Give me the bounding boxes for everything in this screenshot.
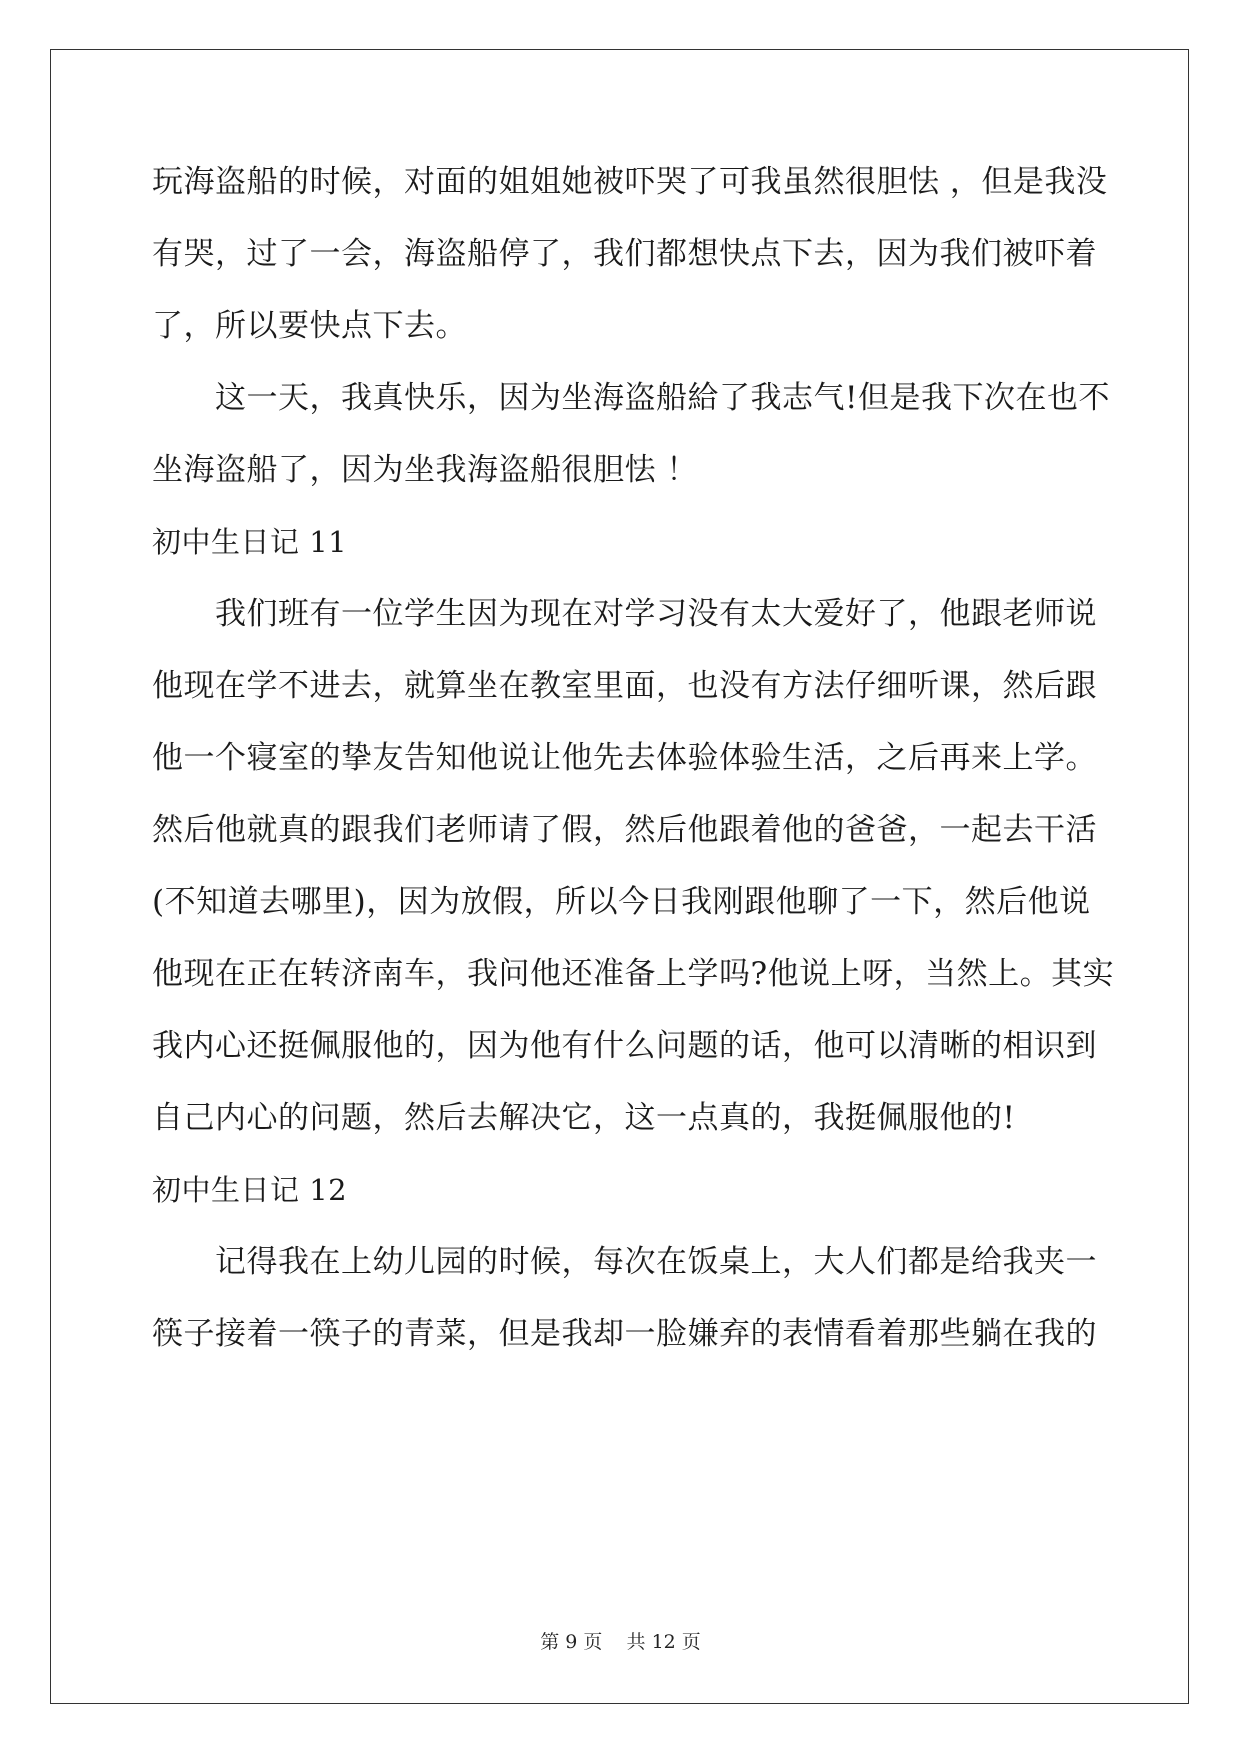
paragraph-line: 他现在正在转济南车，我问他还准备上学吗?他说上呀，当然上。其实	[152, 956, 1115, 992]
paragraph-line: 自己内心的问题，然后去解决它，这一点真的，我挺佩服他的!	[152, 1100, 1016, 1136]
paragraph-line: 然后他就真的跟我们老师请了假，然后他跟着他的爸爸，一起去干活	[152, 812, 1097, 848]
paragraph-line: 了，所以要快点下去。	[152, 308, 467, 344]
paragraph-line: 我们班有一位学生因为现在对学习没有太大爱好了，他跟老师说	[215, 596, 1097, 632]
paragraph-line: (不知道去哪里)，因为放假，所以今日我刚跟他聊了一下，然后他说	[152, 884, 1091, 920]
section-heading: 初中生日记 12	[152, 1173, 348, 1207]
paragraph-line: 我内心还挺佩服他的，因为他有什么问题的话，他可以清晰的相识到	[152, 1028, 1097, 1064]
paragraph-line: 坐海盗船了，因为坐我海盗船很胆怯 ！	[152, 452, 698, 488]
paragraph-line: 记得我在上幼儿园的时候，每次在饭桌上，大人们都是给我夹一	[215, 1244, 1097, 1280]
paragraph-line: 玩海盗船的时候，对面的姐姐她被吓哭了可我虽然很胆怯 ，但是我没	[152, 164, 1108, 200]
page-border	[50, 49, 1189, 1704]
page-number-footer: 第 9 页 共 12 页	[540, 1631, 701, 1653]
paragraph-line: 他现在学不进去，就算坐在教室里面，也没有方法仔细听课，然后跟	[152, 668, 1097, 704]
paragraph-line: 有哭，过了一会，海盗船停了，我们都想快点下去，因为我们被吓着	[152, 236, 1097, 272]
paragraph-line: 筷子接着一筷子的青菜，但是我却一脸嫌弃的表情看着那些躺在我的	[152, 1316, 1097, 1352]
paragraph-line: 这一天，我真快乐，因为坐海盗船給了我志气!但是我下次在也不	[215, 380, 1110, 416]
paragraph-line: 他一个寝室的挚友告知他说让他先去体验体验生活，之后再来上学。	[152, 740, 1097, 776]
section-heading: 初中生日记 11	[152, 525, 348, 559]
